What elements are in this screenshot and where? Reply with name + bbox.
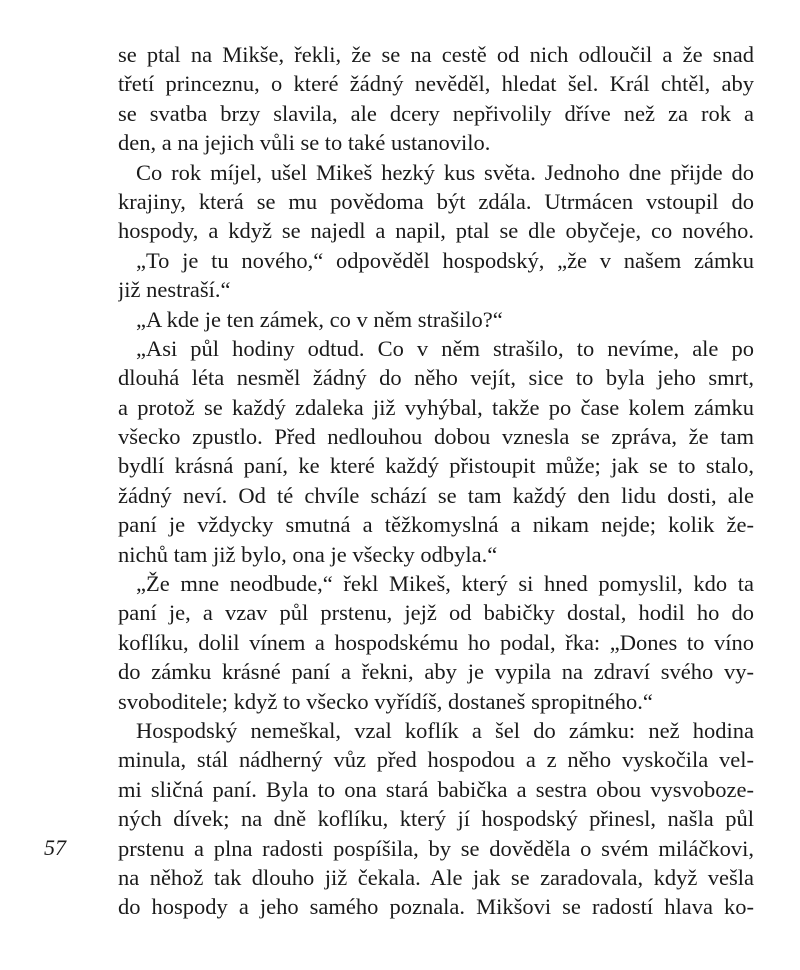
text-line: se ptal na Mikše, řekli, že se na cestě od nich odloučil a že snad bbox=[118, 42, 754, 67]
text-line: do zámku krásné paní a řekni, aby je vypila na zdraví svého vy- bbox=[118, 659, 754, 685]
text-line: ných dívek; na dně koflíku, který jí hospodský přinesl, našla půl bbox=[118, 806, 754, 832]
text-line: mi sličná paní. Byla to ona stará babička a sestra obou vysvoboze- bbox=[118, 776, 754, 802]
text-line: prstenu a plna radosti pospíšila, by se dověděla o svém miláčkovi, bbox=[118, 835, 754, 861]
text-line: svoboditele; když to všecko vyřídíš, dostaneš spropitného.“ bbox=[118, 688, 653, 714]
text-line: bydlí krásná paní, ke které každý přistoupit může; jak se to stalo, bbox=[118, 453, 754, 479]
text-line: již nestraší.“ bbox=[118, 277, 231, 303]
text-line: Hospodský nemeškal, vzal koflík a šel do zámku: než hodina bbox=[136, 717, 754, 743]
text-line: paní je, a vzav půl prstenu, jejž od babičky dostal, hodil ho do bbox=[118, 600, 754, 626]
text-line: hospody, a když se najedl a napil, ptal se dle obyčeje, co nového. bbox=[118, 218, 754, 244]
text-line: „A kde je ten zámek, co v něm strašilo?“ bbox=[136, 306, 503, 332]
text-line: „Že mne neodbude,“ řekl Mikeš, který si hned pomyslil, kdo ta bbox=[136, 571, 754, 597]
text-line: a protož se každý zdaleka již vyhýbal, takže po čase kolem zámku bbox=[118, 394, 754, 420]
text-line: do hospody a jeho samého poznala. Mikšovi se radostí hlava ko- bbox=[118, 894, 754, 920]
text-line: minula, stál nádherný vůz před hospodou a z něho vyskočila vel- bbox=[118, 747, 754, 773]
text-line: se svatba brzy slavila, ale dcery nepřivolily dříve než za rok a bbox=[118, 100, 754, 126]
text-line: koflíku, dolil vínem a hospodskému ho podal, řka: „Dones to víno bbox=[118, 629, 754, 655]
text-line: „Asi půl hodiny odtud. Co v něm strašilo, to nevíme, ale po bbox=[136, 335, 754, 361]
text-line: všecko zpustlo. Před nedlouhou dobou vznesla se zpráva, že tam bbox=[118, 424, 754, 450]
text-line: dlouhá léta nesměl žádný do něho vejít, sice to byla jeho smrt, bbox=[118, 365, 754, 391]
text-line: třetí princeznu, o které žádný nevěděl, hledat šel. Král chtěl, aby bbox=[118, 71, 754, 97]
page-text bbox=[118, 40, 754, 922]
page-number: 57 bbox=[44, 835, 66, 860]
text-line: na něhož tak dlouho již čekala. Ale jak se zaradovala, když vešla bbox=[118, 864, 754, 890]
text-line: den, a na jejich vůli se to také ustanovilo. bbox=[118, 130, 491, 156]
text-line: paní je vždycky smutná a těžkomyslná a nikam nejde; kolik že- bbox=[118, 512, 754, 538]
text-line: „To je tu nového,“ odpověděl hospodský, „že v našem zámku bbox=[136, 247, 754, 273]
text-line: nichů tam již bylo, ona je všecky odbyla.“ bbox=[118, 541, 498, 567]
text-line: krajiny, která se mu povědoma být zdála. Utrmácen vstoupil do bbox=[118, 188, 754, 214]
text-line: žádný neví. Od té chvíle schází se tam každý den lidu dosti, ale bbox=[118, 482, 754, 508]
text-line: Co rok míjel, ušel Mikeš hezký kus světa. Jednoho dne přijde do bbox=[136, 159, 754, 185]
